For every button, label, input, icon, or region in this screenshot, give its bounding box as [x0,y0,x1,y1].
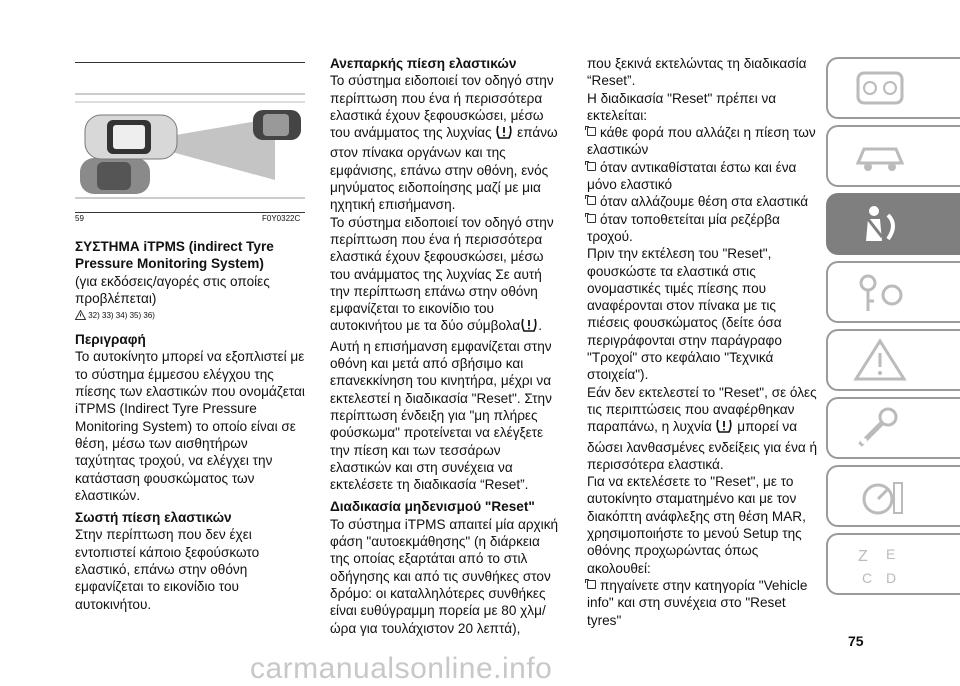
low-pressure-text-1 [330,72,562,213]
car-dashboard-icon [850,65,910,113]
correct-pressure-heading: Σωστή πίεση ελαστικών [75,510,232,526]
watermark: carmanualsonline.info [250,652,553,685]
bullet-icon [587,214,596,223]
no-reset-text-b: μπορεί να δώσει λανθασμένες ενδείξεις για ένα ή περισσότερα ελαστικά. [587,419,818,472]
bullet-item: πηγαίνετε στην κατηγορία "Vehicle info" και στη συνέχεια στο "Reset tyres" [587,577,808,628]
bullet-item: όταν αλλάζουμε θέση στα ελαστικά [587,193,819,210]
low-pressure-text-1b: επάνω στον πίνακα οργάνων και της εμφάνισης, επάνω στην οθόνη, ενός μηνύματος ειδοποίησης μαζί με μια ηχητική επισήμανση. [330,125,558,213]
figure-tpms-illustration [75,80,305,210]
section-title: ΣΥΣΤΗΜΑ iTPMS (indirect Tyre Pressure Monitoring System) [75,239,274,272]
top-rule [75,62,305,63]
svg-text:E: E [886,546,896,562]
tire-pressure-warning-icon [495,124,513,144]
warning-triangle-icon [75,310,86,325]
reset-when-text: Η διαδικασία "Reset" πρέπει να εκτελείται: [587,90,777,123]
chapter-tab-dashboard[interactable] [826,57,960,119]
page-number: 75 [848,633,864,649]
description-heading: Περιγραφή [75,332,146,348]
no-reset-text-a: Εάν δεν εκτελεστεί το "Reset", σε όλες τις περιπτώσεις που αναφέρθηκαν παραπάνω, η λυχνία [587,384,817,435]
tire-pressure-warning-icon-2 [520,317,538,337]
correct-pressure-text: Στην περίπτωση που δεν έχει εντοπιστεί κάποιο ξεφούσκωτο ελαστικό, επάνω στην οθόνη εμφανίζεται το εικονίδιο του αυτοκινήτου. [75,527,260,612]
wrench-icon [850,405,910,453]
chapter-tab-starting-driving[interactable] [826,261,960,323]
bullet-item: όταν τοποθετείται μία ρεζέρβα τροχού. [587,211,780,244]
tire-pressure-warning-icon-3 [715,418,733,438]
technical-gauge-icon [850,473,910,521]
bullet-icon [587,127,596,136]
car-icon [850,133,910,181]
bullet-item: όταν αντικαθίσταται έστω και ένα μόνο ελαστικό [587,159,797,193]
bullet-item: κάθε φορά που αλλάζει η πίεση των ελαστικών [587,125,816,158]
chapter-tab-emergency[interactable] [826,329,960,391]
low-pressure-text-2b: . [538,318,542,334]
bullet-icon [587,196,596,205]
references-line [75,309,307,325]
figure-code: F0Y0322C [262,214,301,223]
warning-road-icon [850,337,910,385]
references: 32) 33) 34) 35) 36) [88,311,155,321]
key-icon [850,269,910,317]
svg-text:D: D [886,570,897,586]
reset-text: Το σύστημα iTPMS απαιτεί μία αρχική φάση "αυτοεκμάθησης" (η διάρκεια της οποίας εξαρτάται από το στιλ οδήγησης και από τις συνθήκες στον δρόμο: οι καταλληλότερες συνθήκες είναι ευθύγραμμη πορεία με 80 χλμ/ώρα για τουλάχιστον 20 λεπτά), [330,516,559,636]
chapter-tab-safety[interactable] [826,193,960,255]
bullet-icon [587,162,596,171]
column-3 [587,55,819,629]
bullet-icon [587,580,596,589]
chapter-tab-technical-data[interactable] [826,465,960,527]
chapter-sidebar [820,55,960,625]
perform-reset-text: Για να εκτελέσετε το "Reset", με το αυτοκίνητο σταματημένο και με τον διακόπτη ανάφλεξης στη θέση MAR, χρησιμοποιήστε το μενού Setup της οθόνης προχωρώντας όπως ακολουθεί: [587,474,806,576]
figure-number: 59 [75,214,84,223]
description-text: Το αυτοκίνητο μπορεί να εξοπλιστεί με το σύστημα έμμεσου ελέγχου της πίεσης των ελαστικών που ονομάζεται iTPMS (Indirect Tyre Pressure Monitoring System) το οποίο είναι σε θέση, μέσω των αισθητήρων ταχύτητας τροχού, να ελέγχει την κατάσταση φουσκώματος των ελαστικών. [75,349,305,503]
column-2 [330,55,562,637]
no-reset-text [587,384,819,473]
svg-text:C: C [862,570,873,586]
low-pressure-text-1a: Το σύστημα ειδοποιεί τον οδηγό στην περίπτωση που ένα ή περισσότερα ελαστικά έχουν ξεφουσκώσει, μέσω του ανάμματος της λυχνίας [330,73,554,141]
column-1 [75,238,307,613]
inflate-text: Πριν την εκτέλεση του "Reset", φουσκώστε τα ελαστικά στις ονομαστικές τιμές πίεσης που αναφέρονται στον πίνακα με τις πιέσεις φουσκώματος (δείτε όσα περιγράφονται στην παράγραφο "Τροχοί" στο κεφάλαιο "Τεχνικά στοιχεία"). [587,246,782,383]
low-pressure-text-2a: Το σύστημα ειδοποιεί τον οδηγό στην περίπτωση που ένα ή περισσότερα ελαστικά έχουν ξεφουσκώσει, μέσω του ανάμματος της λυχνίας Σε αυτή την περίπτωση επάνω στην οθόνη εμφανίζεται το εικονίδιο του αυτοκινήτου με τα δύο σύμβολα [330,214,554,334]
chapter-tab-maintenance[interactable] [826,397,960,459]
chapter-tab-index[interactable] [826,533,960,595]
section-subtitle: (για εκδόσεις/αγορές στις οποίες προβλέπεται) [75,273,270,306]
low-pressure-heading: Ανεπαρκής πίεση ελαστικών [330,56,517,71]
alphabet-index-icon [850,541,910,589]
reset-continue-text: που ξεκινά εκτελώντας τη διαδικασία “Reset”. [587,56,807,89]
reset-heading: Διαδικασία μηδενισμού "Reset" [330,499,535,515]
seatbelt-person-icon [850,201,910,249]
low-pressure-text-2 [330,214,562,338]
svg-text:Z: Z [858,548,868,565]
chapter-tab-car-knowledge[interactable] [826,125,960,187]
low-pressure-text-3: Αυτή η επισήμανση εμφανίζεται στην οθόνη και μετά από σβήσιμο και επανεκκίνηση του κινητήρα, μέχρι να εκτελεστεί η διαδικασία "Reset". Στην περίπτωση ένδειξη για "μη πλήρες φούσκωμα" προτείνεται να ελέγξετε την πίεση και των τεσσάρων ελαστικών και στη συνέχεια να εκτελέσετε τη διαδικασία “Reset”. [330,338,552,493]
figure-bottom-rule [75,212,305,213]
